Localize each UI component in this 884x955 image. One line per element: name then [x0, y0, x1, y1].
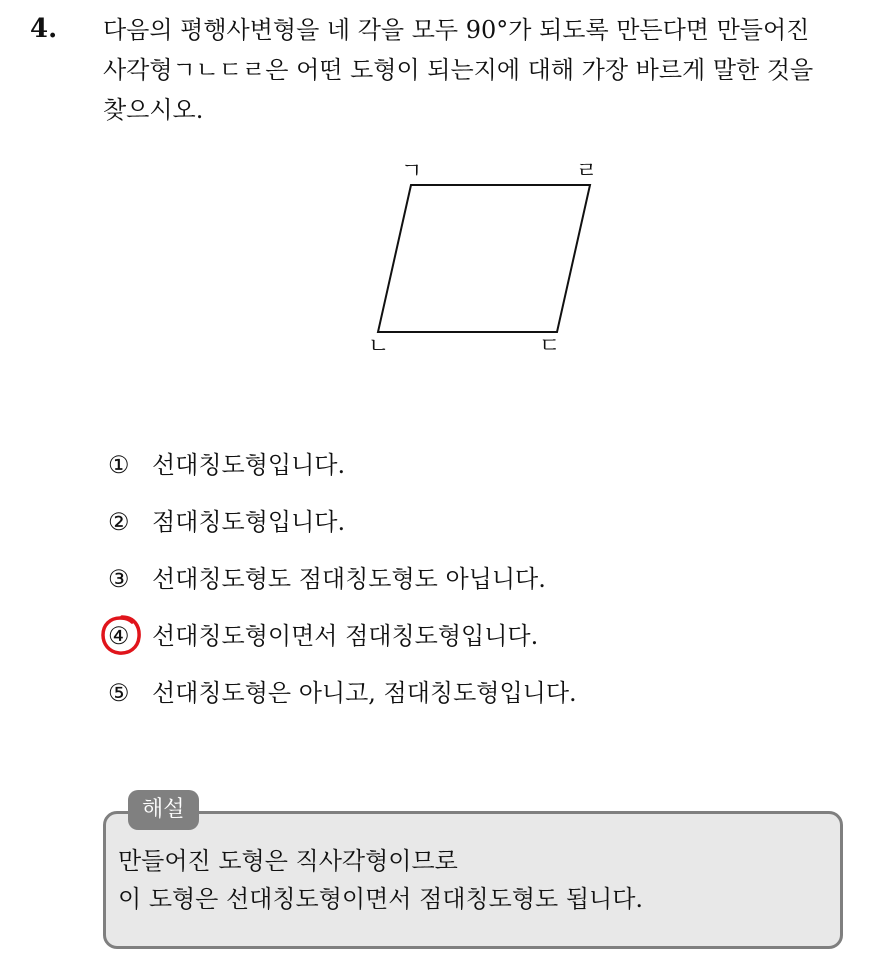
- vertex-label-bottom-right: ㄷ: [539, 334, 561, 359]
- choice-number: ③: [108, 565, 130, 593]
- choice-number: ②: [108, 508, 130, 536]
- explanation-line: 만들어진 도형은 직사각형이므로: [118, 847, 458, 875]
- choice-text: 선대칭도형도 점대칭도형도 아닙니다.: [152, 565, 546, 593]
- choice-number: ④: [108, 622, 130, 650]
- explanation-tag: 해설: [128, 790, 199, 830]
- choice-number: ⑤: [108, 679, 130, 707]
- choice-text: 점대칭도형입니다.: [152, 508, 346, 536]
- parallelogram-svg: [350, 150, 630, 365]
- vertex-label-top-right: ㄹ: [576, 159, 598, 184]
- vertex-label-top-left: ㄱ: [401, 159, 423, 184]
- parallelogram-figure: [350, 150, 630, 365]
- vertex-label-bottom-left: ㄴ: [368, 334, 390, 359]
- question-text: [103, 10, 873, 130]
- explanation-text: [118, 842, 828, 918]
- choice-text: 선대칭도형이면서 점대칭도형입니다.: [152, 622, 539, 650]
- explanation-line: 이 도형은 선대칭도형이면서 점대칭도형도 됩니다.: [118, 885, 644, 913]
- question-line: 사각형ㄱㄴㄷㄹ은 어떤 도형이 되는지에 대해 가장 바르게 말한 것을: [103, 56, 814, 84]
- parallelogram-shape: [378, 185, 590, 332]
- question-number: 4.: [30, 14, 58, 44]
- question-line: 찾으시오.: [103, 96, 204, 124]
- question-line: 다음의 평행사변형을 네 각을 모두 90°가 되도록 만든다면 만들어진: [103, 16, 810, 44]
- choice-2[interactable]: [108, 497, 848, 554]
- choice-text: 선대칭도형은 아니고, 점대칭도형입니다.: [152, 679, 577, 707]
- choice-5[interactable]: [108, 668, 848, 725]
- answer-choices: [108, 440, 848, 725]
- choice-4[interactable]: [108, 611, 848, 668]
- choice-1[interactable]: [108, 440, 848, 497]
- choice-text: 선대칭도형입니다.: [152, 451, 346, 479]
- choice-3[interactable]: [108, 554, 848, 611]
- choice-number: ①: [108, 451, 130, 479]
